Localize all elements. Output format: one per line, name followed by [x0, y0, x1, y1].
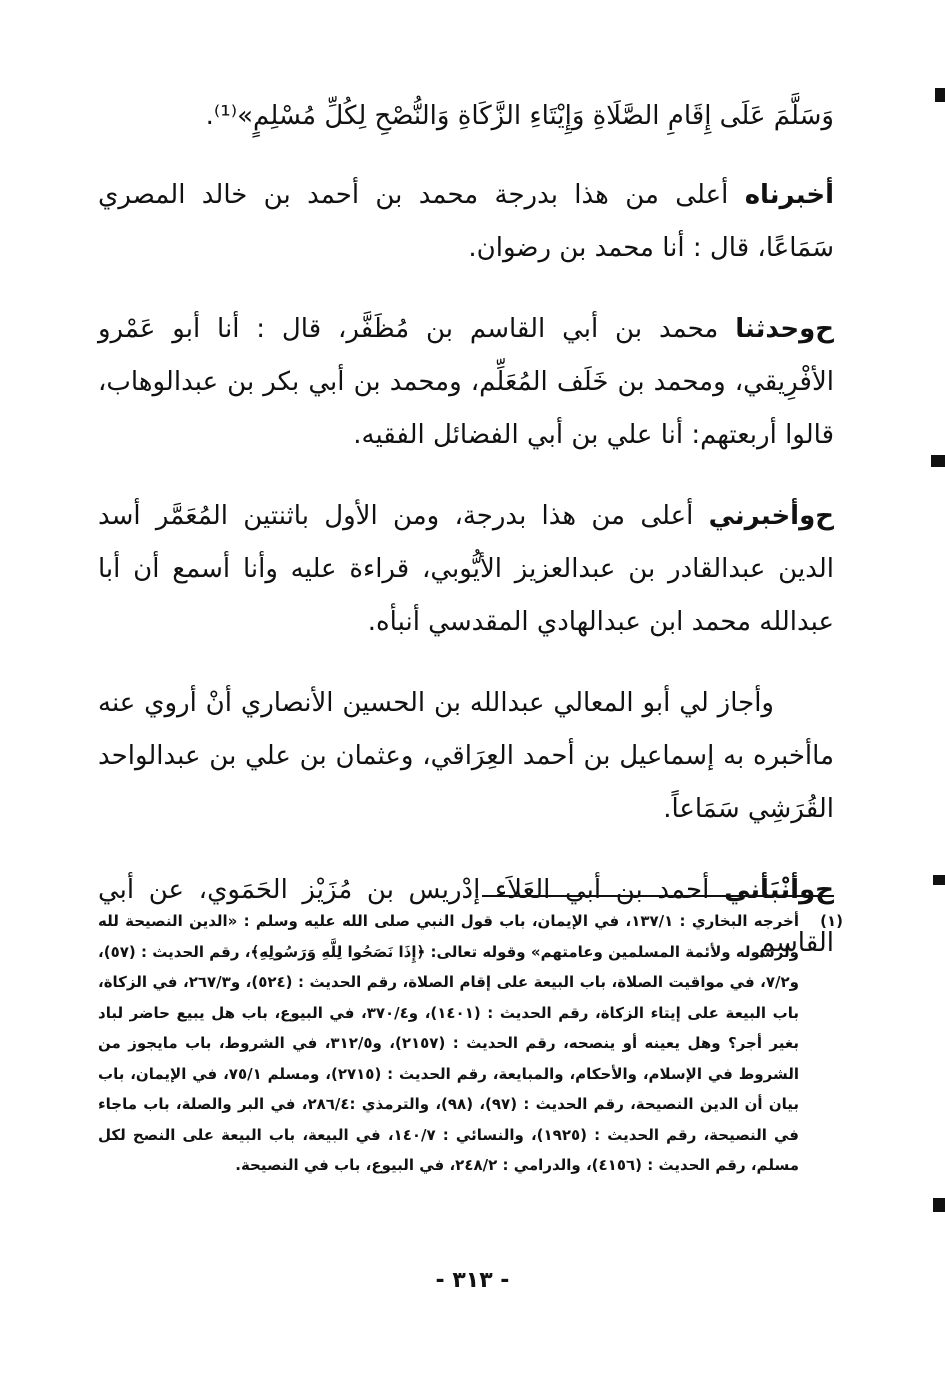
paragraph-text: وأجاز لي أبو المعالي عبدالله بن الحسين الأنصاري أنْ أروي عنه ماأخبره به إسماعيل بن أحمد العِرَاقي، وعثمان بن علي بن عبدالواحد القُرَشِي سَمَاعاً. [98, 688, 834, 824]
paragraph-text: أعلى من هذا بدرجة محمد بن أحمد بن خالد المصري سَمَاعًا، قال : أنا محمد بن رضوان. [98, 180, 834, 263]
footnote [98, 906, 843, 1181]
scan-edge-mark [931, 455, 945, 467]
paragraph-1 [98, 90, 834, 143]
paragraph-lead: ح‌وحدثنا [735, 314, 834, 344]
paragraph-text: محمد بن أبي القاسم بن مُظَفَّر، قال : أنا أبو عَمْرو الأفْرِيقي، ومحمد بن خَلَف المُعَلِّم، ومحمد بن أبي بكر بن عبدالوهاب، قالوا أربعتهم: أنا علي بن أبي الفضائل الفقيه. [98, 314, 834, 450]
paragraph-3 [98, 303, 834, 462]
footnote-number: (١) [820, 912, 843, 930]
main-text-body [98, 90, 834, 998]
scan-edge-mark [933, 1198, 945, 1212]
scan-edge-mark [933, 875, 945, 885]
paragraph-2 [98, 169, 834, 275]
footnote-text: أخرجه البخاري : ١٣٧/١، في الإيمان، باب قول النبي صلى الله عليه وسلم : «الدين النصيحة لله ولرسوله ولأئمة المسلمين وعامتهم» وقوله تعالى: ﴿إِذَا نَصَحُوا لِلَّهِ وَرَسُولِهِ﴾، رقم الحديث : (٥٧)، و٧/٢، في مواقيت الصلاة، باب البيعة على إقام الصلاة، رقم الحديث : (٥٢٤)، و٢٦٧/٣، في الزكاة، باب البيعة على إيتاء الزكاة، رقم الحديث : (١٤٠١)، و٣٧٠/٤، في البيوع، باب هل يبيع حاضر لباد بغير أجر؟ وهل يعينه أو ينصحه، رقم الحديث : (٢١٥٧)، و٣١٢/٥، في الشروط، باب مايجوز من الشروط في الإسلام، والأحكام، والمبايعة، رقم الحديث : (٢٧١٥)، ومسلم ٧٥/١، في الإيمان، باب بيان أن الدين النصيحة، رقم الحديث : (٩٧)، (٩٨)، والترمذي :٢٨٦/٤، في البر والصلة، باب ماجاء في النصيحة، رقم الحديث : (١٩٢٥)، والنسائي : ١٤٠/٧، في البيعة، باب البيعة على النصح لكل مسلم، رقم الحديث : (٤١٥٦)، والدرامي : ٢٤٨/٢، في البيوع، باب في النصيحة. [98, 912, 800, 1174]
paragraph-text: أحمد بن أبي العَلاَء إدْريس بن مُزَيْز الحَمَوي، عن أبي القاسم [98, 875, 834, 958]
paragraph-4 [98, 490, 834, 649]
paragraph-text: وَسَلَّمَ عَلَى إِقَامِ الصَّلَاةِ وَإِيْتَاءِ الزَّكَاةِ وَالنُّصْحِ لِكُلِّ مُسْلِمٍ»⁽¹⁾. [205, 101, 834, 131]
footnote-divider [482, 895, 834, 897]
paragraph-lead: أخبرناه [744, 180, 834, 210]
paragraph-lead: ح‌وأنْبَأني [723, 875, 834, 905]
paragraph-5 [98, 677, 834, 836]
scan-edge-mark [935, 88, 945, 102]
paragraph-lead: ح‌وأخبرني [708, 501, 834, 531]
paragraph-text: أعلى من هذا بدرجة، ومن الأول باثنتين المُعَمَّر أسد الدين عبدالقادر بن عبدالعزيز الأيُّوبي، قراءة عليه وأنا أسمع أن أبا عبدالله محمد ابن عبدالهادي المقدسي أنبأه. [98, 501, 834, 637]
page-number: - ٣١٣ - [435, 1268, 510, 1293]
